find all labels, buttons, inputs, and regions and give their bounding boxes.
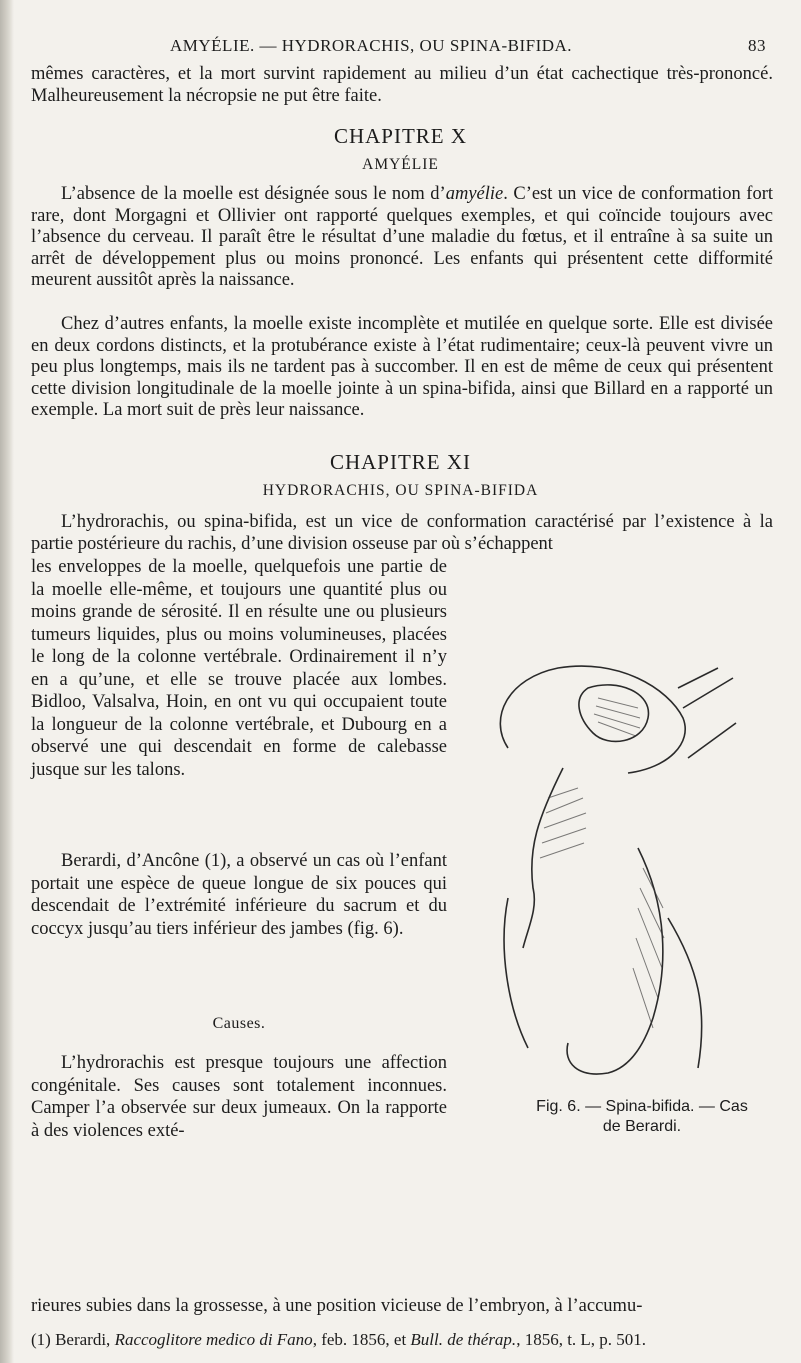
footnote-source-2: Bull. de thérap. bbox=[410, 1330, 517, 1349]
footnote bbox=[31, 1330, 791, 1350]
amyelie-p1-rest: . C’est un vice de conformation fort rare, dont Morgagni et Ollivier ont rapporté quelques exemples, et qui coïncide toujours avec l’absence du cerveau. Il paraît être le résultat d’une maladie du fœtus, et il entraîne à sa suite un arrêt de développement plus ou moins prononcé. Les enfants qui présentent cette difformité meurent aussitôt après la naissance. bbox=[31, 184, 773, 290]
chapter-10-subtitle: AMYÉLIE bbox=[362, 156, 439, 173]
amyelie-paragraph-2: Chez d’autres enfants, la moelle existe incomplète et mutilée en quelque sorte. Elle est divisée en deux cordons distincts, et la protubérance existe à l’état rudimentaire; ceux-là peuvent vivre un peu plus longtemps, mais ils ne tardent pas à succomber. Il en est de même de ceux qui présentent cette division longitudinale de la moelle jointe à un spina-bifida, ainsi que Billard en a rapporté un exemple. La mort suit de près leur naissance. bbox=[31, 314, 773, 420]
hydrorachis-paragraph-1-column: les enveloppes de la moelle, quelquefois une partie de la moelle elle-même, et toujours une quantité plus ou moins grande de sérosité. Il en résulte une ou plusieurs tumeurs liquides, plus ou moins volumineuses, placées le long de la colonne vertébrale. Ordinairement il n’y en a qu’une, et elle se trouve placée aux lombes. Bidloo, Valsalva, Hoin, en ont vu qui occupaient toute la longueur de la colonne vertébrale, et Dubourg en a observé une qui descendait en forme de calebasse jusque sur les talons. bbox=[31, 557, 447, 780]
figure-caption-line-1: Fig. 6. — Spina-bifida. — Cas bbox=[536, 1098, 748, 1115]
chapter-11-title: CHAPITRE XI bbox=[329, 450, 472, 474]
figure-pointer-line-3 bbox=[688, 723, 736, 758]
chapter-11-subtitle: HYDRORACHIS, OU SPINA-BIFIDA bbox=[262, 482, 539, 499]
footnote-mid: , feb. 1856, et bbox=[312, 1330, 411, 1349]
figure-leg-left bbox=[504, 898, 528, 1048]
page-number: 83 bbox=[748, 36, 766, 55]
running-head-title: AMYÉLIE. — HYDRORACHIS, OU SPINA-BIFIDA. bbox=[170, 36, 573, 55]
figure-pointer-line-1 bbox=[678, 668, 718, 688]
figure-caption-line-2: de Berardi. bbox=[602, 1118, 682, 1135]
footnote-end: , 1856, t. L, p. 501. bbox=[516, 1330, 647, 1349]
running-head bbox=[170, 36, 770, 58]
causes-paragraph-full: rieures subies dans la grossesse, à une position vicieuse de l’embryon, à l’accumu- bbox=[31, 1296, 643, 1316]
page-binding-edge bbox=[0, 0, 14, 1363]
figure-back-contour bbox=[500, 666, 685, 773]
amyelie-paragraph-1 bbox=[31, 184, 773, 292]
figure-leg-right bbox=[668, 918, 702, 1068]
figure-tumor-sac bbox=[579, 685, 649, 742]
chapter-10-title: CHAPITRE X bbox=[333, 124, 468, 148]
footnote-marker: (1) Berardi, bbox=[31, 1330, 115, 1349]
amyelie-p1-start: L’absence de la moelle est désignée sous le nom d’ bbox=[61, 184, 446, 204]
causes-paragraph-column: L’hydrorachis est presque toujours une affection congénitale. Ses causes sont totalement inconnues. Camper l’a observée sur deux jumeaux. On la rapporte à des violences exté- bbox=[31, 1053, 447, 1141]
berardi-paragraph: Berardi, d’Ancône (1), a observé un cas où l’enfant portait une espèce de queue longue de six pouces qui descendait de l’extrémité inférieure du sacrum et du coccyx jusqu’au tiers inférieur des jambes (fig. 6). bbox=[31, 851, 447, 939]
causes-heading: Causes. bbox=[212, 1015, 266, 1032]
figure-tail-outline bbox=[567, 848, 663, 1074]
intro-paragraph: mêmes caractères, et la mort survint rapidement au milieu d’un état cachectique très-prononcé. Malheureusement la nécropsie ne put être faite. bbox=[31, 64, 773, 106]
spina-bifida-illustration bbox=[468, 648, 738, 1093]
footnote-source-1: Raccoglitore medico di Fano bbox=[114, 1330, 313, 1349]
hydrorachis-paragraph-1-full: L’hydrorachis, ou spina-bifida, est un vice de conformation caractérisé par l’existence à la partie postérieure du rachis, d’une division osseuse par où s’échappent bbox=[31, 512, 773, 554]
amyelie-term: amyélie bbox=[445, 184, 504, 204]
figure-caption bbox=[497, 1097, 787, 1137]
